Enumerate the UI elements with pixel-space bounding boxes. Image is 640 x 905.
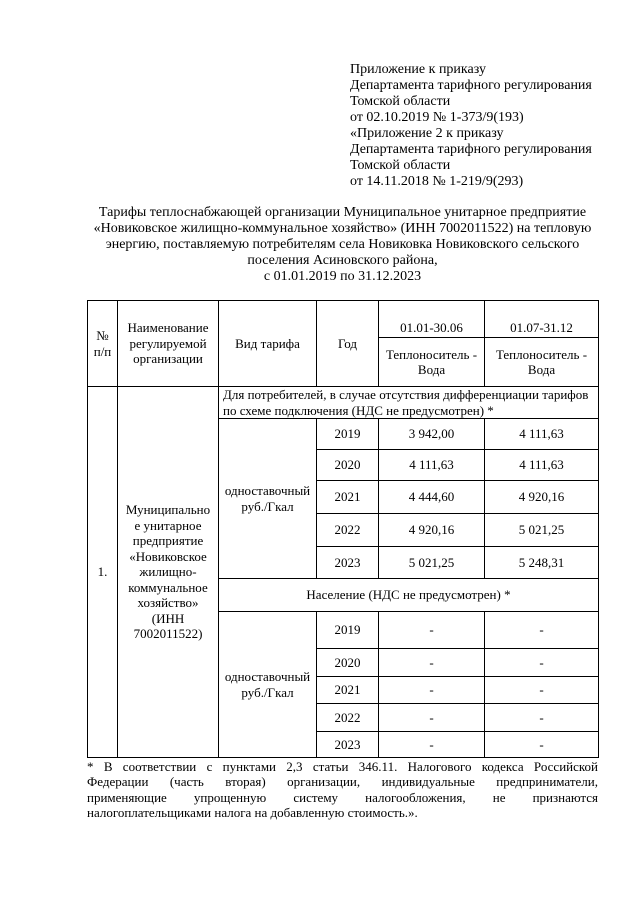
year-cell: 2020 — [317, 649, 379, 677]
year-cell: 2023 — [317, 547, 379, 579]
appendix-note-line: от 14.11.2018 № 1-219/9(293) — [350, 174, 524, 189]
footnote-line: применяющие упрощенную систему налогообложения, не признаются — [87, 789, 598, 805]
organization-line: предприятие — [132, 533, 204, 549]
footnote-line: * В соответствии с пунктами 2,3 статьи 346.11. Налогового кодекса Российской — [87, 759, 598, 774]
tariff-type-cell — [219, 612, 317, 758]
tariff-value-h2: 4 920,16 — [485, 481, 599, 514]
col-header-number-line: п/п — [93, 343, 112, 359]
appendix-note-line: Томской области — [350, 158, 451, 173]
tariff-value-h2: - — [485, 704, 599, 732]
tariff-type-line: одноставочный — [224, 483, 311, 498]
col-header-number — [88, 301, 118, 387]
tariff-value-h1: 4 920,16 — [379, 514, 485, 547]
col-header-organization — [118, 301, 219, 387]
year-cell: 2022 — [317, 514, 379, 547]
title-line: Тарифы теплоснабжающей организации Муниципальное унитарное предприятие — [98, 205, 587, 220]
appendix-note-line: Приложение к приказу — [350, 62, 486, 77]
organization-line: 7002011522) — [133, 626, 203, 642]
group-caption-line: Население (НДС не предусмотрен) * — [306, 587, 511, 603]
appendix-note-line: «Приложение 2 к приказу — [350, 126, 504, 141]
appendix-note-line: Департамента тарифного регулирования — [350, 142, 592, 157]
header-row — [88, 301, 599, 338]
col-header-period-2: 01.07-31.12 — [485, 301, 599, 338]
carrier-line: Теплоноситель - — [495, 346, 588, 362]
appendix-note-line: Томской области — [350, 94, 451, 109]
tariff-value-h1: - — [379, 612, 485, 649]
year-cell: 2021 — [317, 481, 379, 514]
col-header-number-line: № — [96, 328, 109, 343]
group-caption-consumers — [219, 387, 599, 419]
carrier-line: Вода — [527, 362, 556, 377]
tariff-value-h2: - — [485, 677, 599, 704]
col-header-carrier-2 — [485, 338, 599, 387]
tariff-value-h1: 3 942,00 — [379, 419, 485, 450]
tariff-type-line: руб./Гкал — [241, 498, 294, 514]
tariff-value-h1: 4 444,60 — [379, 481, 485, 514]
group-caption-population — [219, 579, 599, 612]
tariff-value-h1: 4 111,63 — [379, 450, 485, 481]
footnote — [87, 759, 598, 820]
document-title — [87, 205, 598, 285]
col-header-organization-line: регулируемой — [129, 335, 207, 351]
title-line: энергию, поставляемую потребителям села Новиковка Новиковского сельского — [105, 237, 580, 252]
title-line: «Новиковское жилищно-коммунальное хозяйство» (ИНН 7002011522) на тепловую — [93, 221, 592, 236]
year-cell: 2022 — [317, 704, 379, 732]
appendix-note-line: Департамента тарифного регулирования — [350, 78, 592, 93]
title-line: поселения Асиновского района, — [247, 253, 438, 268]
group-caption-line: Для потребителей, в случае отсутствия дифференциации тарифов — [223, 387, 589, 402]
footnote-line: налогоплательщиками налога на добавленную стоимость.». — [87, 804, 418, 820]
year-cell: 2019 — [317, 612, 379, 649]
col-header-carrier-1 — [379, 338, 485, 387]
col-header-year: Год — [317, 301, 379, 387]
year-cell: 2023 — [317, 732, 379, 758]
organization-line: Муниципально — [125, 502, 211, 518]
tariff-value-h2: 5 021,25 — [485, 514, 599, 547]
year-cell: 2021 — [317, 677, 379, 704]
tariff-value-h1: - — [379, 732, 485, 758]
tariff-value-h2: - — [485, 649, 599, 677]
tariff-value-h1: - — [379, 649, 485, 677]
row-number: 1. — [88, 387, 118, 758]
tariff-value-h1: - — [379, 677, 485, 704]
year-cell: 2019 — [317, 419, 379, 450]
carrier-line: Вода — [417, 362, 446, 377]
tariff-table — [87, 300, 599, 758]
year-cell: 2020 — [317, 450, 379, 481]
appendix-note — [350, 62, 620, 190]
carrier-line: Теплоноситель - — [385, 346, 478, 362]
tariff-type-cell — [219, 419, 317, 579]
title-line: с 01.01.2019 по 31.12.2023 — [263, 269, 422, 284]
organization-name — [118, 387, 219, 758]
group-caption-line: по схеме подключения (НДС не предусмотрен) * — [223, 402, 494, 418]
organization-line: «Новиковское — [129, 548, 207, 564]
organization-line: хозяйство» — [137, 595, 199, 611]
tariff-value-h2: - — [485, 612, 599, 649]
organization-line: коммунальное — [128, 579, 208, 595]
tariff-value-h2: 5 248,31 — [485, 547, 599, 579]
tariff-type-line: одноставочный — [224, 669, 311, 684]
tariff-type-line: руб./Гкал — [241, 684, 294, 700]
tariff-value-h1: - — [379, 704, 485, 732]
group-caption-row — [88, 387, 599, 419]
footnote-line: Федерации (часть вторая) организации, индивидуальные предприниматели, — [87, 774, 598, 790]
col-header-organization-line: Наименование — [127, 320, 209, 336]
organization-line: (ИНН — [151, 610, 185, 626]
tariff-value-h2: - — [485, 732, 599, 758]
col-header-organization-line: организации — [133, 351, 203, 367]
col-header-tariff-type: Вид тарифа — [219, 301, 317, 387]
tariff-value-h1: 5 021,25 — [379, 547, 485, 579]
organization-line: е унитарное — [134, 517, 202, 533]
tariff-value-h2: 4 111,63 — [485, 419, 599, 450]
tariff-value-h2: 4 111,63 — [485, 450, 599, 481]
col-header-period-1: 01.01-30.06 — [379, 301, 485, 338]
organization-line: жилищно- — [139, 564, 197, 580]
appendix-note-line: от 02.10.2019 № 1-373/9(193) — [350, 110, 524, 125]
